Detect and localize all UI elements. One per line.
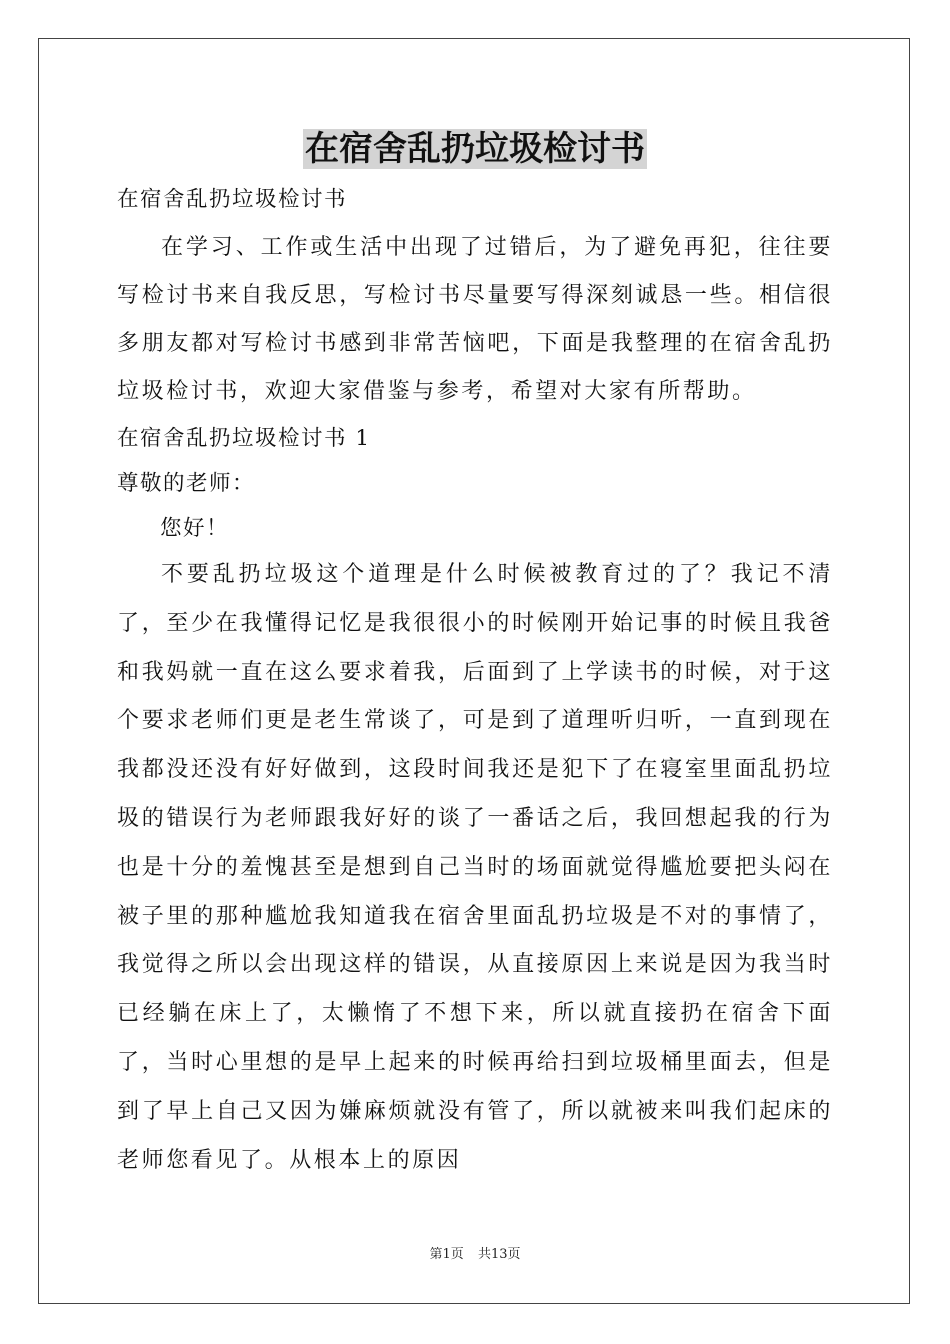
page-footer: [0, 1246, 950, 1264]
page-total: 共13页: [477, 1247, 521, 1262]
intro-paragraph: 在学习、工作或生活中出现了过错后，为了避免再犯，往往要写检讨书来自我反思，写检讨书尽量要写得深刻诚恳一些。相信很多朋友都对写检讨书感到非常苦恼吧，下面是我整理的在宿舍乱扔垃圾检讨书，欢迎大家借鉴与参考，希望对大家有所帮助。: [117, 235, 833, 404]
body-paragraph: 不要乱扔垃圾这个道理是什么时候被教育过的了？我记不清了，至少在我懂得记忆是我很很小的时候刚开始记事的时候且我爸和我妈就一直在这么要求着我，后面到了上学读书的时候，对于这个要求老师们更是老生常谈了，可是到了道理听归听，一直到现在我都没还没有好好做到，这段时间我还是犯下了在寝室里面乱扔垃圾的错误行为老师跟我好好的谈了一番话之后，我回想起我的行为也是十分的羞愧甚至是想到自己当时的场面就觉得尴尬要把头闷在被子里的那种尴尬我知道我在宿舍里面乱扔垃圾是不对的事情了，我觉得之所以会出现这样的错误，从直接原因上来说是因为我当时已经躺在床上了，太懒惰了不想下来，所以就直接扔在宿舍下面了，当时心里想的是早上起来的时候再给扫到垃圾桶里面去，但是到了早上自己又因为嫌麻烦就没有管了，所以就被来叫我们起床的老师您看见了。从根本上的原因: [117, 562, 833, 1173]
salutation: 尊敬的老师：: [117, 471, 256, 496]
section-heading: 在宿舍乱扔垃圾检讨书 1: [117, 426, 371, 451]
document-title: [0, 126, 950, 172]
document-title-text: 在宿舍乱扔垃圾检讨书: [305, 129, 645, 169]
page-number: 第1页: [429, 1247, 464, 1262]
greeting: 您好！: [160, 516, 230, 541]
document-body: [117, 177, 833, 1185]
document-subtitle: 在宿舍乱扔垃圾检讨书: [117, 187, 348, 212]
